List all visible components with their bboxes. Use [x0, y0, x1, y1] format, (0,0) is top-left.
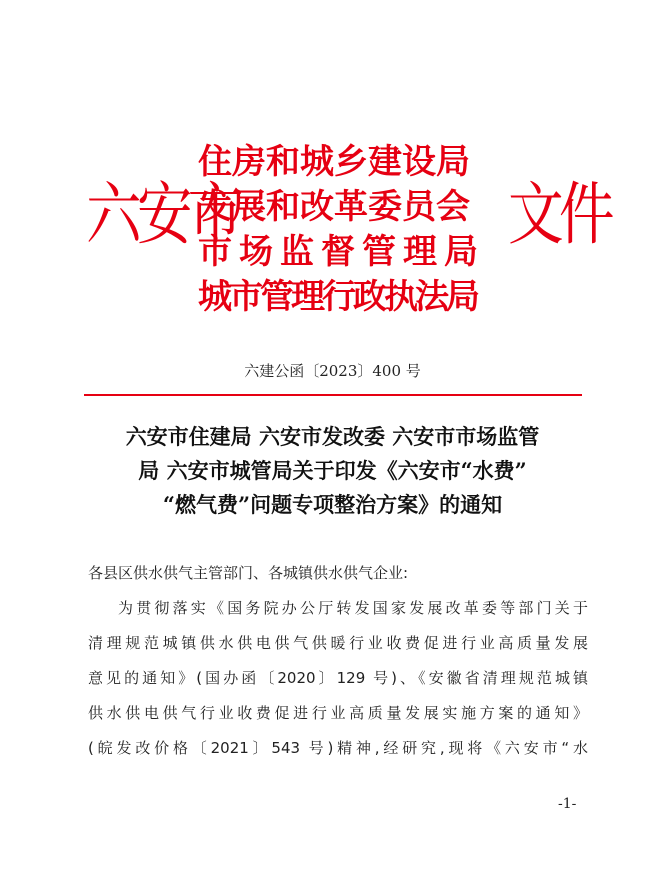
salutation: 各县区供水供气主管部门、各城镇供水供气企业: [88, 564, 409, 582]
title-line-2: 局 六安市城管局关于印发《六安市“水费” [138, 458, 527, 483]
agency-housing-text: 住房和城乡建设局 [198, 142, 470, 182]
body-line-4: 供水供电供气行业收费促进行业高质量发展实施方案的通知》 [88, 704, 588, 722]
agency-market-text: 市场监督管理局 [198, 232, 485, 272]
document-title [80, 420, 585, 522]
agency-development-text: 发展和改革委员会 [198, 187, 470, 227]
agency-urban [198, 275, 498, 320]
document-number: 六建公函〔2023〕400 号 [244, 362, 421, 380]
red-divider-line [84, 394, 582, 396]
agency-development [198, 185, 498, 230]
page-number: -1- [558, 796, 577, 812]
agency-market [198, 230, 498, 275]
agency-housing [198, 140, 498, 185]
body-line-2: 清理规范城镇供水供电供气供暖行业收费促进行业高质量发展 [88, 634, 588, 652]
header-agencies [198, 140, 498, 320]
body-line-1: 为贯彻落实《国务院办公厅转发国家发展改革委等部门关于 [118, 599, 588, 617]
title-line-3: “燃气费”问题专项整治方案》的通知 [162, 492, 503, 517]
header-city: 六安市 [86, 176, 239, 255]
document-body [88, 556, 588, 766]
body-line-5: (皖发改价格〔2021〕543 号)精神,经研究,现将《六安市“水 [88, 739, 588, 757]
agency-urban-text: 城市管理行政执法局 [198, 277, 477, 317]
header-suffix: 文件 [508, 176, 610, 255]
body-line-3: 意见的通知》(国办函〔2020〕129 号)、《安徽省清理规范城镇 [88, 669, 588, 687]
title-line-1: 六安市住建局 六安市发改委 六安市市场监管 [125, 424, 540, 449]
